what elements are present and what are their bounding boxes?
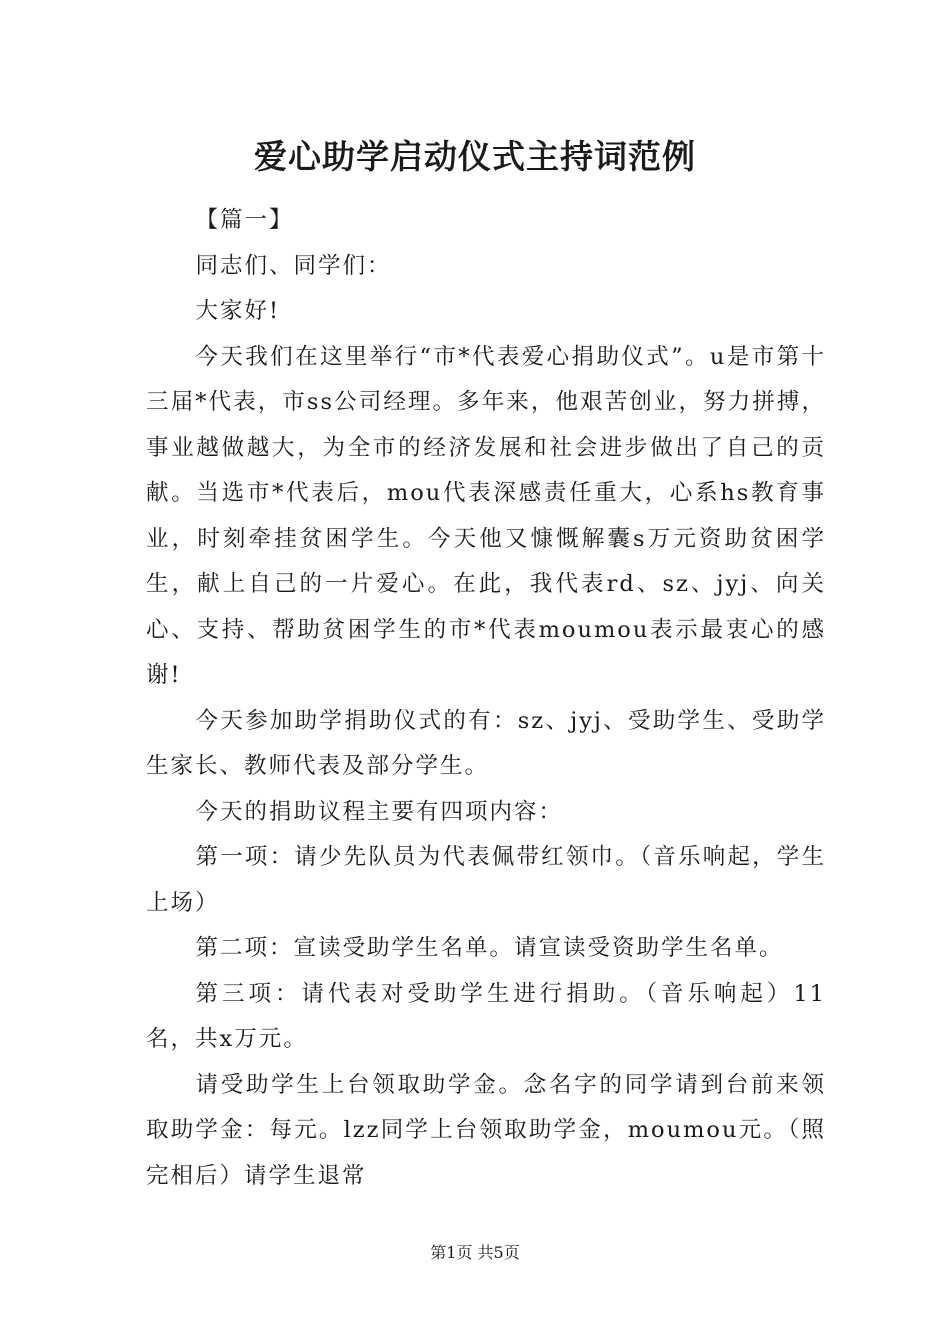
paragraph-receive-funds: 请受助学生上台领取助学金。念名字的同学请到台前来领取助学金：每元。lzz同学上台领取助学金，moumou元。（照完相后）请学生退常 — [146, 1071, 826, 1189]
document-title: 爱心助学启动仪式主持词范例 — [254, 137, 696, 176]
paragraph-section-heading: 【篇一】 — [195, 207, 294, 233]
page-footer: 第1页 共5页 — [430, 1243, 520, 1262]
paragraph-attendees: 今天参加助学捐助仪式的有：sz、jyj、受助学生、受助学生家长、教师代表及部分学生。 — [146, 707, 826, 779]
paragraph-salutation: 同志们、同学们： — [195, 252, 392, 279]
document-body — [146, 198, 826, 1199]
paragraph-greeting: 大家好! — [195, 298, 281, 324]
paragraph-item-three: 第三项：请代表对受助学生进行捐助。（音乐响起）11名，共x万元。 — [146, 980, 826, 1052]
paragraph-agenda: 今天的捐助议程主要有四项内容： — [195, 798, 564, 825]
paragraph-item-one: 第一项：请少先队员为代表佩带红领巾。（音乐响起，学生上场） — [146, 844, 826, 916]
paragraph-item-two: 第二项：宣读受助学生名单。请宣读受资助学生名单。 — [195, 935, 784, 961]
paragraph-introduction: 今天我们在这里举行“市*代表爱心捐助仪式”。u是市第十三届*代表，市ss公司经理。多年来，他艰苦创业，努力拼搏，事业越做越大，为全市的经济发展和社会进步做出了自己的贡献。当选市*代表后，mou代表深感责任重大，心系hs教育事业，时刻牵挂贫困学生。今天他又慷慨解囊s万元资助贫困学生，献上自己的一片爱心。在此，我代表rd、sz、jyj、向关心、支持、帮助贫困学生的市*代表moumou表示最衷心的感谢! — [146, 343, 826, 688]
